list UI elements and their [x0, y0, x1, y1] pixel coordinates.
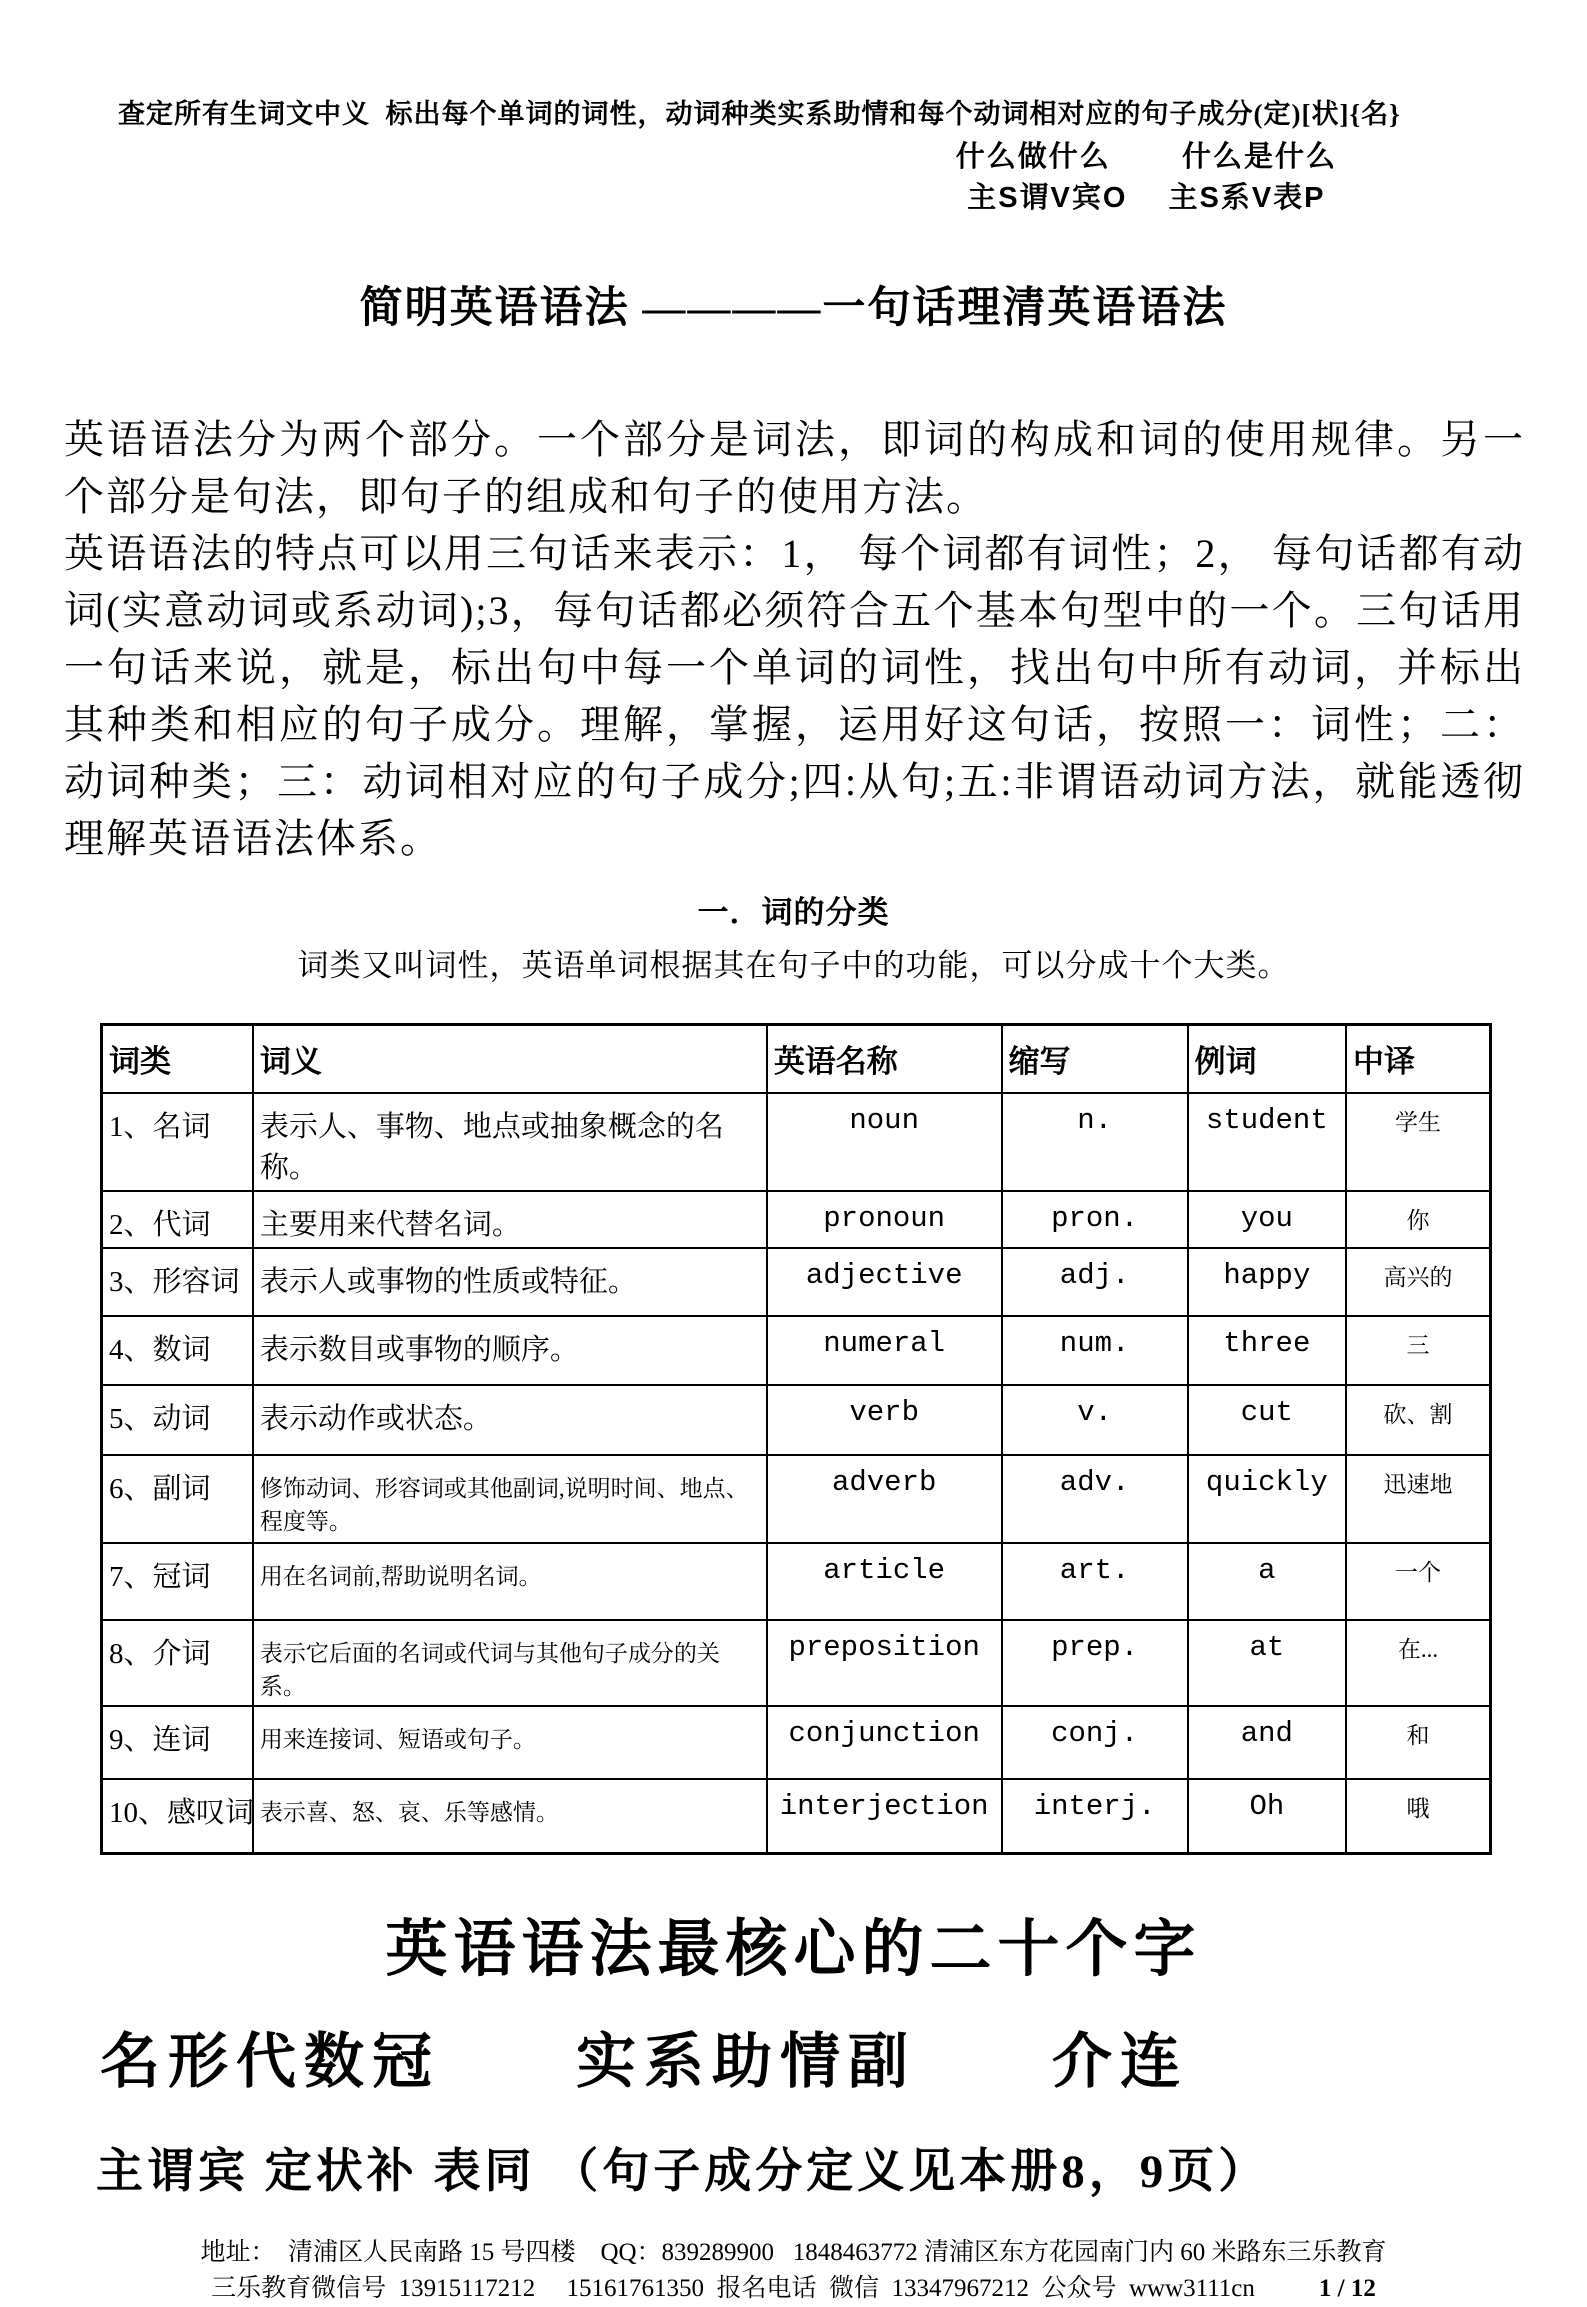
cell-abbreviation: interj.: [1002, 1779, 1188, 1854]
table-row-verb: [102, 1385, 1491, 1455]
cell-example: at: [1188, 1620, 1346, 1706]
table-row-conjunction: [102, 1706, 1491, 1779]
cell-meaning: 表示人、事物、地点或抽象概念的名称。: [253, 1093, 767, 1191]
cell-translation: 三: [1346, 1316, 1490, 1385]
cell-abbreviation: art.: [1002, 1543, 1188, 1620]
cell-english-name: noun: [767, 1093, 1002, 1191]
cell-english-name: conjunction: [767, 1706, 1002, 1779]
column-header-word-class: 词类: [102, 1025, 253, 1094]
note-right-block: [956, 136, 1337, 218]
table-row-adverb: [102, 1455, 1491, 1543]
table-header-row: [102, 1025, 1491, 1094]
column-header-english-name: 英语名称: [767, 1025, 1002, 1094]
table-row-article: [102, 1543, 1491, 1620]
cell-translation: 迅速地: [1346, 1455, 1490, 1543]
handwritten-notes: [0, 0, 1587, 218]
table-row-adjective: [102, 1248, 1491, 1316]
cell-example: happy: [1188, 1248, 1346, 1316]
cell-translation: 你: [1346, 1191, 1490, 1248]
cell-translation: 哦: [1346, 1779, 1490, 1854]
cell-example: a: [1188, 1543, 1346, 1620]
cell-word-class: 5、动词: [102, 1385, 253, 1455]
paragraph-2: 英语语法的特点可以用三句话来表示：1， 每个词都有词性；2， 每句话都有动词(实意动词或系动词);3，每句话都必须符合五个基本句型中的一个。三句话用一句话来说，就是，标出句中每一个单词的词性，找出句中所有动词，并标出其种类和相应的句子成分。理解，掌握，运用好这句话，按照一：词性；二：动词种类；三：动词相对应的句子成分;四:从句;五:非谓语动词方法，就能透彻理解英语语法体系。: [64, 531, 1525, 861]
cell-word-class: 7、冠词: [102, 1543, 253, 1620]
cell-word-class: 10、感叹词: [102, 1779, 253, 1854]
cell-meaning: 主要用来代替名词。: [253, 1191, 767, 1248]
table-row-noun: [102, 1093, 1491, 1191]
note-line-1: 查定所有生词文中义 标出每个单词的词性，动词种类实系助情和每个动词相对应的句子成分(定)[状]{名}: [118, 99, 1401, 129]
page-title: 简明英语语法 ————一句话理清英语语法: [359, 285, 1228, 332]
column-header-meaning: 词义: [253, 1025, 767, 1094]
cell-english-name: verb: [767, 1385, 1002, 1455]
cell-translation: 学生: [1346, 1093, 1490, 1191]
cell-abbreviation: v.: [1002, 1385, 1188, 1455]
cell-word-class: 1、名词: [102, 1093, 253, 1191]
cell-word-class: 2、代词: [102, 1191, 253, 1248]
page-number: 1 / 12: [1318, 2275, 1376, 2302]
cell-english-name: adverb: [767, 1455, 1002, 1543]
table-row-numeral: [102, 1316, 1491, 1385]
paragraph-1: 英语语法分为两个部分。一个部分是词法，即词的构成和词的使用规律。另一个部分是句法，即句子的组成和句子的使用方法。: [64, 417, 1525, 519]
cell-word-class: 6、副词: [102, 1455, 253, 1543]
cell-example: three: [1188, 1316, 1346, 1385]
cell-meaning: 修饰动词、形容词或其他副词,说明时间、地点、程度等。: [253, 1455, 767, 1543]
cell-example: and: [1188, 1706, 1346, 1779]
cell-example: you: [1188, 1191, 1346, 1248]
cell-abbreviation: n.: [1002, 1093, 1188, 1191]
cell-meaning: 用来连接词、短语或句子。: [253, 1706, 767, 1779]
cell-meaning: 表示它后面的名词或代词与其他句子成分的关系。: [253, 1620, 767, 1706]
cell-meaning: 用在名词前,帮助说明名词。: [253, 1543, 767, 1620]
cell-abbreviation: adj.: [1002, 1248, 1188, 1316]
table-row-pronoun: [102, 1191, 1491, 1248]
cell-example: quickly: [1188, 1455, 1346, 1543]
cell-translation: 在...: [1346, 1620, 1490, 1706]
cell-english-name: preposition: [767, 1620, 1002, 1706]
cell-meaning: 表示数目或事物的顺序。: [253, 1316, 767, 1385]
cell-translation: 高兴的: [1346, 1248, 1490, 1316]
cell-word-class: 4、数词: [102, 1316, 253, 1385]
core-sentence-elements-line: 主谓宾 定状补 表同 （句子成分定义见本册8，9页）: [96, 2146, 1270, 2198]
cell-example: cut: [1188, 1385, 1346, 1455]
cell-translation: 砍、割: [1346, 1385, 1490, 1455]
cell-translation: 和: [1346, 1706, 1490, 1779]
column-header-abbreviation: 缩写: [1002, 1025, 1188, 1094]
page-footer: [0, 2235, 1587, 2307]
footer-address-line: 地址： 清浦区人民南路 15 号四楼 QQ：839289900 1848463772 清浦区东方花园南门内 60 米路东三乐教育: [200, 2239, 1387, 2266]
cell-english-name: article: [767, 1543, 1002, 1620]
intro-text: [64, 411, 1525, 867]
cell-meaning: 表示喜、怒、哀、乐等感情。: [253, 1779, 767, 1854]
cell-english-name: adjective: [767, 1248, 1002, 1316]
table-row-preposition: [102, 1620, 1491, 1706]
column-header-example: 例词: [1188, 1025, 1346, 1094]
note-line-3: 主S谓V宾O 主S系V表P: [967, 182, 1326, 214]
cell-example: Oh: [1188, 1779, 1346, 1854]
section-heading: 一．词的分类: [697, 895, 890, 930]
core-twenty-characters-heading: 英语语法最核心的二十个字: [385, 1916, 1202, 1984]
cell-english-name: numeral: [767, 1316, 1002, 1385]
cell-example: student: [1188, 1093, 1346, 1191]
cell-word-class: 9、连词: [102, 1706, 253, 1779]
core-word-classes-line: 名形代数冠 实系助情副 介连: [100, 2029, 1188, 2095]
column-header-translation: 中译: [1346, 1025, 1490, 1094]
cell-abbreviation: prep.: [1002, 1620, 1188, 1706]
footer-contact-text: 三乐教育微信号 13915117212 15161761350 报名电话 微信 13347967212 公众号 www3111cn: [211, 2275, 1255, 2302]
cell-english-name: interjection: [767, 1779, 1002, 1854]
cell-english-name: pronoun: [767, 1191, 1002, 1248]
cell-meaning: 表示动作或状态。: [253, 1385, 767, 1455]
cell-abbreviation: num.: [1002, 1316, 1188, 1385]
table-row-interjection: [102, 1779, 1491, 1854]
note-line-2: 什么做什么 什么是什么: [955, 141, 1337, 173]
word-class-table: [100, 1023, 1492, 1855]
cell-meaning: 表示人或事物的性质或特征。: [253, 1248, 767, 1316]
cell-abbreviation: conj.: [1002, 1706, 1188, 1779]
cell-translation: 一个: [1346, 1543, 1490, 1620]
cell-abbreviation: pron.: [1002, 1191, 1188, 1248]
cell-word-class: 3、形容词: [102, 1248, 253, 1316]
cell-word-class: 8、介词: [102, 1620, 253, 1706]
footer-contact-line: [0, 2271, 1587, 2307]
cell-abbreviation: adv.: [1002, 1455, 1188, 1543]
section-subtitle: 词类又叫词性，英语单词根据其在句子中的功能，可以分成十个大类。: [297, 948, 1290, 983]
